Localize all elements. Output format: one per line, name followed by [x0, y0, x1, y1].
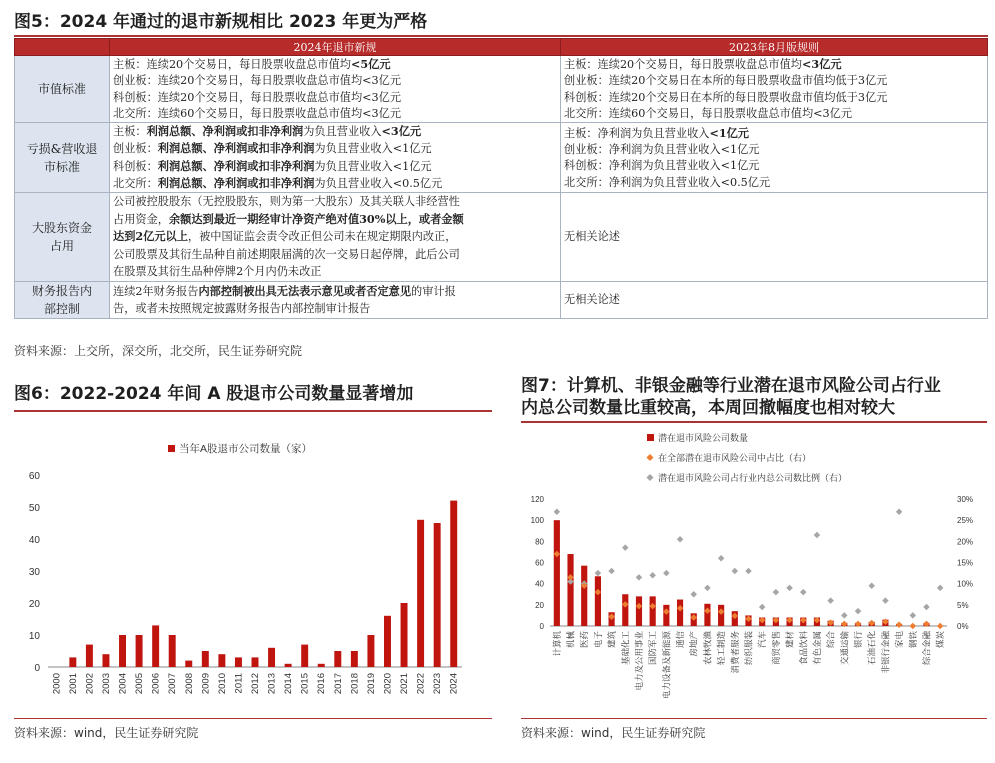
- bar-电力设备及新能源: [663, 605, 669, 626]
- header-blank: [15, 39, 110, 56]
- header-2023-rules: 2023年8月版规则: [561, 39, 988, 56]
- ratio-point-非银行金融: [882, 597, 889, 604]
- table-header-row: [15, 39, 988, 56]
- x-tick-label: 基础化工: [620, 631, 631, 666]
- table-row: [15, 281, 988, 318]
- y-left-tick-label: 40: [535, 579, 544, 589]
- x-tick-label: 钢铁: [907, 631, 918, 649]
- ratio-point-商贸零售: [773, 589, 780, 596]
- y-right-tick-label: 0%: [957, 622, 969, 631]
- bar-2023: [434, 523, 441, 667]
- y-right-tick-label: 25%: [957, 516, 974, 526]
- legend-label-share: 在全部潜在退市风险公司中占比（右）: [658, 453, 812, 463]
- ratio-point-房地产: [690, 591, 697, 598]
- loss-revenue-new: 主板：利润总额、净利润或扣非净利润为负且营业收入<3亿元 创业板：利润总额、净利润或扣非净利润为负且营业收入<1亿元 科创板：利润总额、净利润或扣非净利润为负且营业收入<1亿元 北交所：利润总额、净利润或扣非净利润为负且营业收入<0.5亿元: [110, 123, 561, 193]
- x-tick-label: 2008: [183, 673, 195, 695]
- x-tick-label: 2009: [200, 673, 212, 695]
- bar-通信: [677, 600, 683, 626]
- x-tick-label: 消费者服务: [729, 631, 740, 674]
- ratio-point-综合: [827, 597, 834, 604]
- policy-comparison-table: [14, 38, 988, 319]
- legend-label-ratio: 潜在退市风险公司占行业内总公司数比例（右）: [658, 473, 848, 483]
- ratio-point-银行: [855, 608, 862, 615]
- x-tick-label: 综合: [825, 631, 836, 649]
- x-tick-label: 非银行金融: [880, 631, 891, 674]
- fig7-title-line1: 图7：计算机、非银金融等行业潜在退市风险公司占行业: [521, 376, 941, 396]
- category-market-value: 市值标准: [15, 56, 110, 123]
- bar-2010: [218, 654, 225, 667]
- x-tick-label: 通信: [675, 631, 686, 649]
- market-value-new: 主板：连续20个交易日，每日股票收盘总市值均<5亿元 创业板：连续20个交易日，每日股票收盘总市值均<3亿元 科创板：连续20个交易日，每日股票收盘总市值均<3亿元 北交所：连续60个交易日，每日股票收盘总市值均<3亿元: [110, 56, 561, 123]
- ratio-point-家电: [896, 508, 903, 515]
- ratio-point-纺织服装: [745, 568, 752, 575]
- x-tick-label: 2010: [216, 673, 228, 695]
- x-tick-label: 纺织服装: [743, 631, 754, 666]
- bar-2013: [268, 648, 275, 667]
- ratio-point-农林牧渔: [704, 585, 711, 592]
- fig5-source: 资料来源：上交所，深交所，北交所，民生证券研究院: [14, 344, 303, 358]
- ratio-point-有色金属: [814, 532, 821, 539]
- bar-2002: [86, 645, 93, 667]
- x-tick-label: 建材: [784, 631, 795, 649]
- y-right-tick-label: 15%: [957, 558, 974, 568]
- x-tick-label: 建筑: [606, 631, 617, 649]
- table-row: [15, 56, 988, 123]
- ratio-point-食品饮料: [800, 589, 807, 596]
- x-tick-label: 2002: [84, 673, 96, 695]
- y-right-tick-label: 10%: [957, 579, 974, 589]
- y-right-tick-label: 5%: [957, 600, 969, 610]
- bar-2006: [152, 625, 159, 667]
- risk-company-chart: [505, 425, 995, 715]
- x-tick-label: 2013: [266, 673, 278, 695]
- y-left-tick-label: 80: [535, 537, 544, 547]
- bar-2005: [136, 635, 143, 667]
- x-tick-label: 2020: [382, 673, 394, 695]
- y-right-tick-label: 20%: [957, 537, 974, 547]
- x-tick-label: 2012: [250, 673, 261, 695]
- x-tick-label: 交通运输: [839, 631, 850, 666]
- fig7-source: 资料来源：wind，民生证券研究院: [521, 726, 706, 740]
- x-tick-label: 电力设备及新能源: [661, 631, 672, 700]
- ratio-point-汽车: [759, 604, 766, 611]
- bar-2017: [334, 651, 341, 667]
- ratio-point-交通运输: [841, 612, 848, 619]
- bar-2011: [235, 657, 242, 667]
- bar-2007: [169, 635, 176, 667]
- share-point-家电: [896, 621, 903, 628]
- bar-电子: [595, 576, 601, 626]
- loss-revenue-old: 主板：净利润为负且营业收入<1亿元 创业板：净利润为负且营业收入<1亿元 科创板：净利润为负且营业收入<1亿元 北交所：净利润为负且营业收入<0.5亿元: [561, 123, 988, 193]
- x-tick-label: 2022: [415, 673, 427, 695]
- x-tick-label: 2014: [283, 673, 295, 695]
- legend-swatch-ratio: [646, 474, 653, 481]
- x-tick-label: 医药: [579, 631, 590, 649]
- x-tick-label: 石油石化: [866, 631, 877, 666]
- x-tick-label: 2005: [134, 673, 146, 695]
- y-tick-label: 30: [28, 567, 40, 578]
- x-tick-label: 轻工制造: [716, 631, 727, 666]
- x-tick-label: 2015: [299, 673, 311, 695]
- x-tick-label: 2024: [448, 673, 460, 695]
- legend-swatch-share: [646, 454, 653, 461]
- x-tick-label: 综合金融: [921, 631, 932, 666]
- y-left-tick-label: 0: [539, 622, 544, 631]
- ratio-point-综合金融: [923, 604, 930, 611]
- bar-2008: [185, 661, 192, 667]
- bar-2020: [384, 616, 391, 667]
- fig6-source: 资料来源：wind，民生证券研究院: [14, 726, 199, 740]
- y-tick-label: 40: [28, 535, 40, 546]
- bar-2019: [367, 635, 374, 667]
- x-tick-label: 房地产: [688, 631, 699, 657]
- bar-2021: [401, 603, 408, 667]
- bar-2022: [417, 520, 424, 667]
- category-internal-control: 财务报告内 部控制: [15, 281, 110, 318]
- x-tick-label: 2017: [332, 673, 344, 695]
- x-tick-label: 2000: [51, 673, 63, 695]
- ratio-point-煤炭: [937, 585, 944, 592]
- bar-轻工制造: [718, 605, 724, 626]
- fig6-title-rule: [14, 410, 492, 412]
- legend-label-count: 潜在退市风险公司数量: [658, 433, 749, 443]
- x-tick-label: 电力及公用事业: [633, 631, 644, 691]
- legend-swatch: [168, 445, 175, 452]
- header-2024-rules: 2024年退市新规: [110, 39, 561, 56]
- x-tick-label: 2001: [67, 673, 79, 695]
- x-tick-label: 商贸零售: [770, 631, 781, 666]
- bar-2024: [450, 501, 457, 667]
- ratio-point-电子: [595, 570, 602, 577]
- internal-control-old: 无相关论述: [561, 281, 988, 318]
- ratio-point-消费者服务: [732, 568, 739, 575]
- bar-农林牧渔: [704, 604, 710, 626]
- x-tick-label: 2006: [150, 673, 162, 695]
- legend-label: 当年A股退市公司数量（家）: [179, 443, 313, 455]
- y-tick-label: 50: [28, 503, 40, 514]
- x-tick-label: 国防军工: [647, 631, 658, 666]
- x-tick-label: 2023: [432, 673, 444, 695]
- fig7-title-rule: [521, 421, 987, 423]
- fig5-title: 图5：2024 年通过的退市新规相比 2023 年更为严格: [14, 12, 428, 32]
- share-point-煤炭: [937, 623, 944, 630]
- y-tick-label: 0: [34, 663, 40, 674]
- ratio-point-建筑: [608, 568, 615, 575]
- market-value-old: 主板：连续20个交易日，每日股票收盘总市值均<3亿元 创业板：连续20个交易日在本所的每日股票收盘市值均低于3亿元 科创板：连续20个交易日在本所的每日股票收盘市值均低于3亿元 北交所：连续60个交易日，每日股票收盘总市值均<3亿元: [561, 56, 988, 123]
- fund-occupation-old: 无相关论述: [561, 193, 988, 282]
- y-tick-label: 20: [28, 599, 40, 610]
- table-row: [15, 193, 988, 282]
- bar-医药: [581, 566, 587, 626]
- y-left-tick-label: 100: [530, 516, 544, 526]
- ratio-point-建材: [786, 585, 793, 592]
- x-tick-label: 机械: [565, 631, 576, 649]
- x-tick-label: 电子: [592, 631, 603, 649]
- ratio-point-石油石化: [868, 583, 875, 590]
- x-tick-label: 2019: [365, 673, 377, 695]
- x-tick-label: 汽车: [757, 631, 768, 649]
- ratio-point-基础化工: [622, 544, 629, 551]
- ratio-point-钢铁: [910, 612, 917, 619]
- bar-基础化工: [622, 594, 628, 626]
- y-left-tick-label: 120: [530, 495, 544, 504]
- x-tick-label: 2007: [167, 673, 179, 695]
- x-tick-label: 农林牧渔: [702, 631, 713, 666]
- ratio-point-国防军工: [649, 572, 656, 579]
- fund-occupation-new: 公司被控股股东（无控股股东，则为第一大股东）及其关联人非经营性 占用资金，余额达到最近一期经审计净资产绝对值30%以上，或者金额 达到2亿元以上，被中国证监会责令改正但公司未在规定期限内改正， 公司股票及其衍生品种自前述期限届满的次一交易日起停牌，此后公司 在股票及其衍生品种停牌2个月内仍未改正: [110, 193, 561, 282]
- ratio-point-轻工制造: [718, 555, 725, 562]
- x-tick-label: 2021: [399, 673, 411, 695]
- bar-2004: [119, 635, 126, 667]
- fig6-bottom-rule: [14, 718, 492, 719]
- bar-2016: [318, 664, 325, 667]
- x-tick-label: 有色金属: [811, 631, 822, 666]
- y-left-tick-label: 20: [535, 600, 544, 610]
- x-tick-label: 煤炭: [935, 631, 946, 649]
- fig6-title: 图6：2022-2024 年间 A 股退市公司数量显著增加: [14, 384, 414, 404]
- internal-control-new: 连续2年财务报告内部控制被出具无法表示意见或者否定意见的审计报 告，或者未按照规定披露财务报告内部控制审计报告: [110, 281, 561, 318]
- bar-2015: [301, 645, 308, 667]
- x-tick-label: 2011: [233, 673, 245, 694]
- bar-2014: [285, 664, 292, 667]
- x-tick-label: 2004: [117, 673, 129, 695]
- x-tick-label: 家电: [894, 631, 905, 649]
- delisting-count-chart: [0, 415, 495, 715]
- bar-2003: [102, 654, 109, 667]
- x-tick-label: 银行: [853, 631, 864, 649]
- fig5-title-rule: [14, 35, 988, 37]
- y-tick-label: 60: [28, 471, 40, 482]
- x-tick-label: 2003: [100, 673, 112, 695]
- category-fund-occupation: 大股东资金 占用: [15, 193, 110, 282]
- ratio-point-电力及公用事业: [636, 574, 643, 581]
- x-tick-label: 计算机: [551, 631, 562, 657]
- bar-机械: [567, 554, 573, 626]
- table-row: [15, 123, 988, 193]
- x-tick-label: 食品饮料: [798, 631, 809, 666]
- fig7-title-line2: 内总公司数量比重较高，本周回撤幅度也相对较大: [521, 398, 895, 418]
- y-right-tick-label: 30%: [957, 495, 974, 504]
- bar-2012: [252, 657, 259, 667]
- ratio-point-通信: [677, 536, 684, 543]
- bar-2009: [202, 651, 209, 667]
- y-tick-label: 10: [28, 631, 40, 642]
- legend-swatch-count: [647, 434, 654, 441]
- bar-计算机: [554, 520, 560, 626]
- bar-国防军工: [650, 596, 656, 626]
- share-point-钢铁: [910, 623, 917, 630]
- ratio-point-计算机: [554, 508, 561, 515]
- y-left-tick-label: 60: [535, 558, 544, 568]
- fig7-bottom-rule: [521, 718, 987, 719]
- ratio-point-电力设备及新能源: [663, 570, 670, 577]
- bar-2001: [69, 657, 76, 667]
- category-loss-revenue: 亏损&营收退 市标准: [15, 123, 110, 193]
- bar-2018: [351, 651, 358, 667]
- x-tick-label: 2016: [316, 673, 328, 695]
- x-tick-label: 2018: [349, 673, 361, 695]
- bar-电力及公用事业: [636, 596, 642, 626]
